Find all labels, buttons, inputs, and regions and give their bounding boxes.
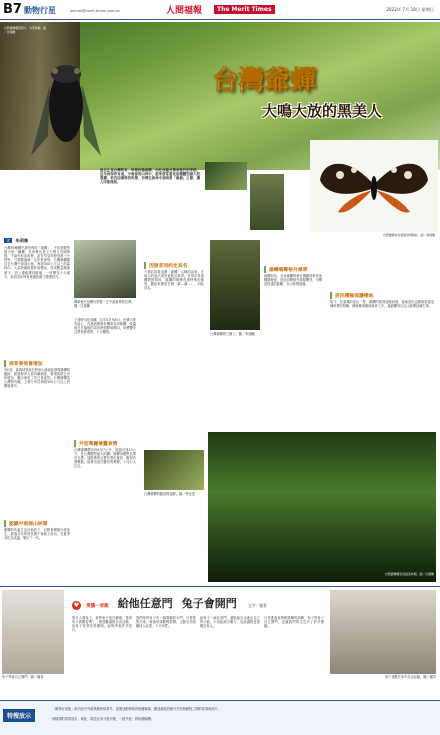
col3-text: 不過若真要追溯「爺蟬」名稱的由來，在地人的說法或許更貼近事實。有別於其他蟬類的鳴叫，雄蟬的鳴聲有著特殊的節奏，聽起來像是在喊「爺—爺—」，因此得名。 (144, 270, 204, 291)
rabbit-photo-right (330, 590, 436, 674)
date: 2022年 7月 10日 星期日 (386, 7, 434, 12)
story-col3: 給兔子一扇任意門，讓牠能自由進出自己的小窩，不但能減少壓力，也能讓牠更加親近家人。 (200, 616, 260, 629)
footer-line-1: 「動物行星版」除刊登中外經典動物故事外，更增加動物保育相關報導，歡迎讀者投稿分享您與動物之間的故事與照片。 (52, 707, 221, 711)
col2-text: 上爬時羽化成蟬，往年5月至8月，民眾只要有留心，在溪流間就有機會見到爺蟬，成蟲會在日落後的黃昏時刻開始鳴叫，叫聲響亮且帶有節奏感，十分獨特。 (74, 318, 136, 335)
story-title-right: 兔子會開門 (181, 597, 237, 610)
intro-lead: 最近正是台灣特有、珍稀物種爺蟬，羽化成蟲及傳承後代的季節，近年因保育有成，中南部的山林中，愈來愈常看見這種體型碩大的黑蟬，低沉而渾厚的叫聲，彷彿在森林中高唱著「爺爺」之歌，讓人印象深刻。 (100, 168, 200, 185)
col3-subhead: 因發音而約定其名 (144, 262, 187, 269)
col3-caption: 台灣爺蟬的腹部與翅膀。圖／學徒雯 (144, 492, 195, 496)
cicada-photo-1 (205, 162, 247, 190)
byline (4, 238, 28, 244)
rabbit-caption-left: 兔子學會自己開門。圖／播香 (2, 675, 44, 679)
col1-text: 台灣55種蟬中最特殊的「爺蟬」，不但是體型最大的一種蟬，其叫聲也是又大聲又具韻律感，不論外形或叫聲，甚至罕見的程度都十分特殊，只要聽過就一定印象深刻。台灣爺蟬棲息在台灣中南部山林，海拔500公尺以上的森林內，大量被補捉製作成標本，造成數量嚴重減少，加上棲地遭到破壞，一度變得十分稀少，直到近年保育意識抬頭才慢慢回升。 (4, 246, 70, 279)
col1-subhead-1: 保育奏效喜增加 (4, 360, 43, 367)
hero-title: 台灣爺蟬 (212, 66, 317, 96)
moth-photo (310, 140, 438, 232)
footer-line-2: 來稿請附真實姓名、地址、電話及身分證字號，一經刊登，將致贈稿酬。 (52, 717, 154, 721)
heart-icon: ♥ (73, 602, 80, 609)
col4-text: 雄蟬如同，各表雄蟬的發音器構造較其他蟬類發達，因此叫聲格外渾厚響亮，可傳達很遠的距離，在山林間迴盪。 (264, 274, 322, 287)
rabbit-caption-right: 兔子喜歡在家中自由活動。圖／播香 (385, 675, 436, 679)
footer (0, 700, 440, 735)
col2-photo (74, 240, 136, 298)
col1-text-2: 3年前，嘉義林管處在阿里山溪流區發現爺蟬的蹤跡，經過保育人員持續調查，發現族群已有所增加，顯示保育工作已見成效。台灣爺蟬為台灣特有種，主要分布於海拔500公尺以上的闊葉林中。 (4, 368, 70, 389)
email: animal@merit-times.com.tw (70, 9, 120, 13)
footer-badge: 特搜放示 (3, 709, 35, 722)
cicada-illustration (26, 44, 106, 169)
section-divider (0, 586, 440, 587)
masthead (0, 0, 440, 20)
col1-text-3: 爺蟬的幼蟲生活在地底下，以吸食樹根汁液為生，經過多年的成長期才會破土而出，在夏季羽化為成蟲，繁衍下一代。 (4, 528, 70, 541)
col2-subhead: 外型華麗兼靈表情 (74, 440, 117, 447)
rabbit-photo-left (2, 590, 64, 674)
story-col4: 只見透過食物與獎勵的訓練，兔子學會了自己開門，也讓我們的生活多了許多樂趣。 (264, 616, 324, 629)
top-photo-credit: 台灣爺蟬體型碩大、外型華麗。圖／沈瑞騰 (4, 26, 46, 35)
banner-label: 愛護一家親 (86, 604, 109, 609)
col4-subhead-1: 雄蟬鳴聲格外渾厚 (264, 266, 307, 273)
col3-small-photo (144, 450, 204, 490)
hero-subtitle: 大鳴大放的黑美人 (262, 102, 383, 120)
story-banner (72, 592, 322, 612)
paper-name: 人間福報 (166, 6, 203, 16)
paper-en: The Merit Times (214, 5, 275, 14)
moth-illustration (318, 150, 430, 220)
col5-text: 如今，在嘉義阿里山一帶，爺蟬的族群逐漸回穩，當地居民也開始重視這種珍貴的物種，積極參與棲地保育工作，讓爺蟬得以在山林間延續生命。 (330, 300, 434, 309)
story-title-left: 給他任意門 (117, 597, 173, 610)
cicada-mid-caption: 台灣爺蟬停立樹上。圖／李瑞騰 (210, 332, 255, 336)
col2-text-2: 台灣爺蟬體長約6至7公分，展翅可達15公分，是台灣體型最大的蟬。雄蟬身體黑色帶有光澤，翅膀透明且帶有黑色斑紋，腹部有發聲器，能發出低沉響亮的鳴聲，十分引人注目。 (74, 448, 136, 469)
moth-caption: 台灣爺蟬具有翅膀透明脈紋。圖／黃瑞騰 (382, 233, 435, 237)
story-col1: 很多人養兔子，常把兔子放在籠裡，等到兔子被關習慣了，就很難讓牠自由活動，但兔子其實非常聰明，能夠學會許多技巧。 (72, 616, 132, 633)
col1-subhead-2: 認識中南部山林間 (4, 520, 47, 527)
section-code: B7 (3, 2, 22, 17)
cicada-photo-mid (210, 240, 260, 330)
byline-name: 朱莉雅 (15, 238, 29, 243)
story-col2: 我們家的兔子有一個專屬的小門，只要牠想出來，就會用頭輕輕推開，主動走到客廳找人玩耍，十分可愛。 (136, 616, 196, 629)
col2-caption: 傳承後代是蟬兒短暫一生中最重要的任務。圖／沈瑞騰 (74, 300, 135, 309)
story-byline: 文字／播香 (247, 603, 267, 608)
col5-subhead: 居民積極保護棲地 (330, 292, 373, 299)
byline-label: 文 (6, 238, 11, 243)
forest-caption: 台灣爺蟬棲息的溪流林間。圖／沈瑞騰 (384, 572, 434, 576)
forest-photo (208, 432, 436, 582)
cicada-photo-2 (250, 174, 284, 230)
section-name: 動物行星 (24, 6, 56, 15)
